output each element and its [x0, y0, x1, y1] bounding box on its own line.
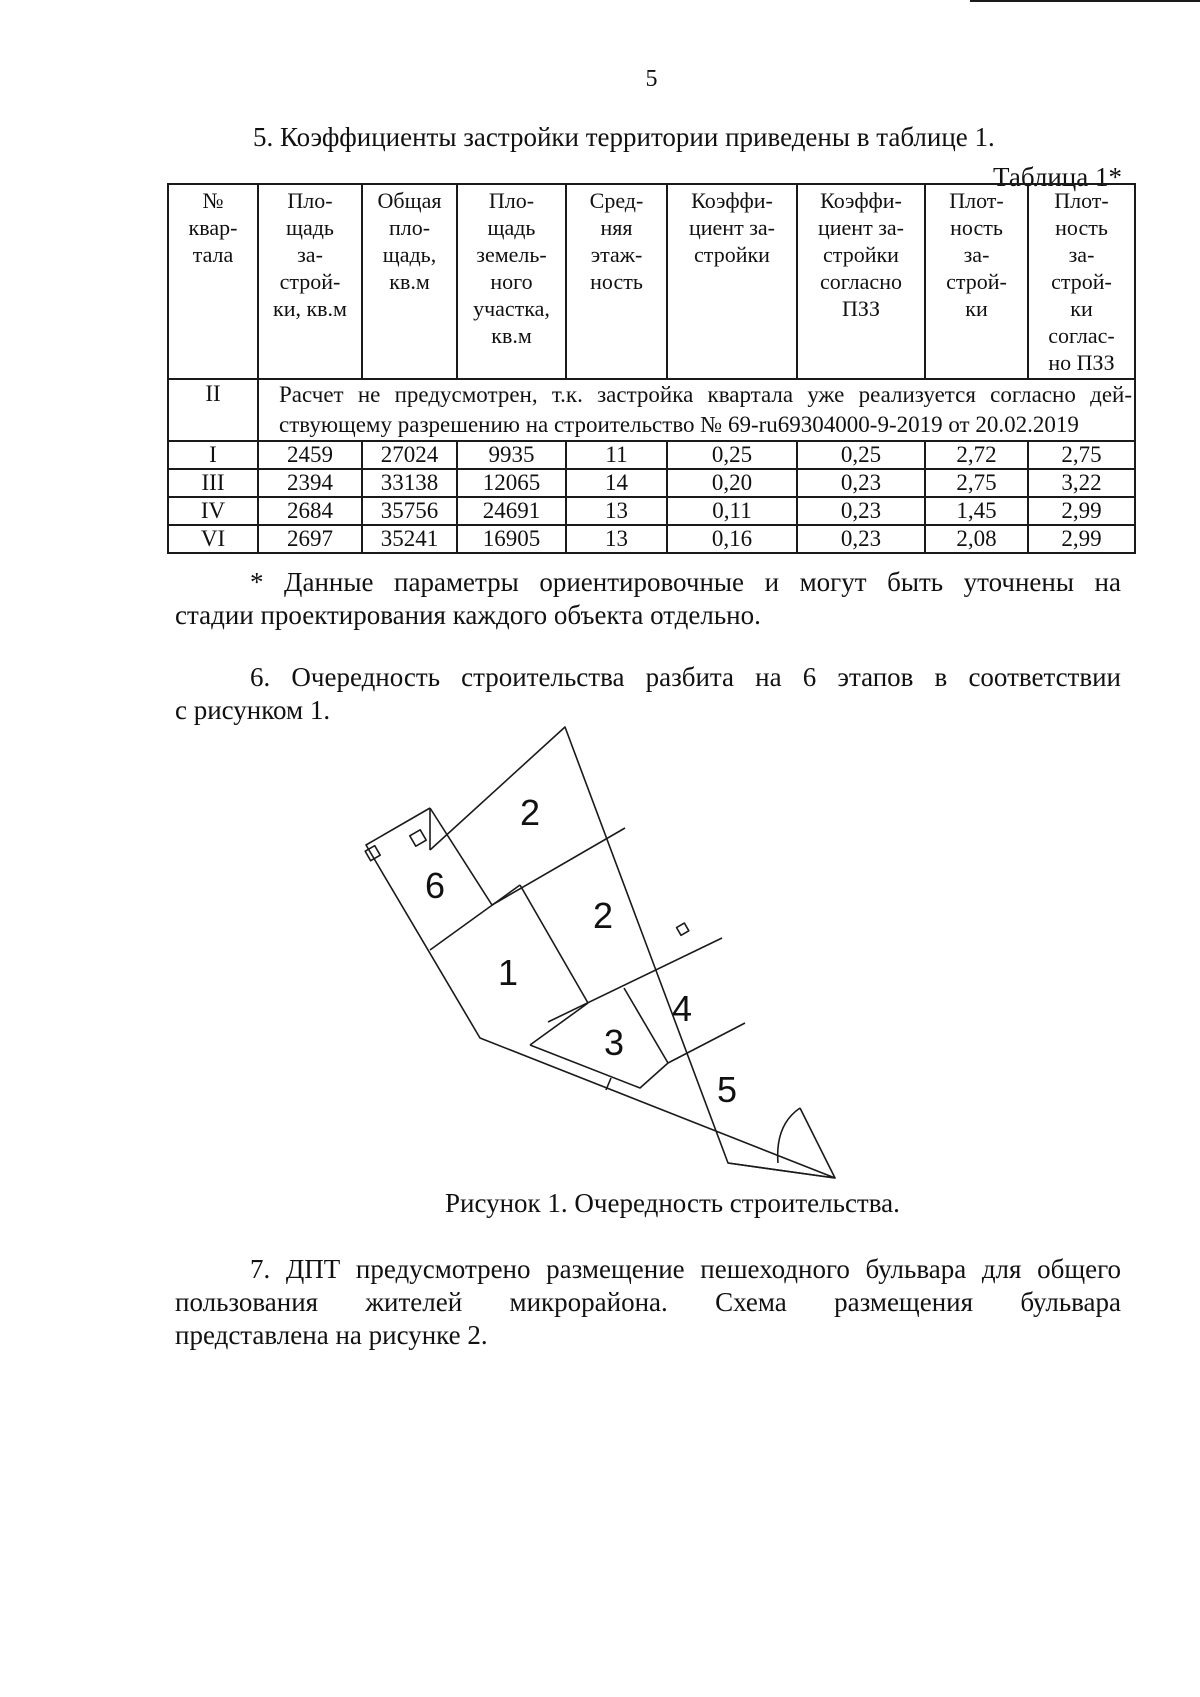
- small-square-marker: [677, 923, 689, 935]
- table-cell: IV: [168, 497, 258, 525]
- stage-label-1: 1: [497, 952, 519, 993]
- section-6-line-1: 6. Очередность строительства разбита на 6 этапов в соответствии: [250, 662, 1121, 692]
- table-cell: 12065: [457, 469, 566, 497]
- table-cell: 33138: [362, 469, 457, 497]
- table-note-cell: [258, 379, 1135, 441]
- table-cell: 35241: [362, 525, 457, 553]
- header-building-density-pzz: Плот- ность за- строй- ки соглас- но ПЗЗ: [1028, 184, 1135, 379]
- header-average-floors: Сред- няя этаж- ность: [566, 184, 667, 379]
- section-5-text: 5. Коэффициенты застройки территории приведены в таблице 1.: [253, 122, 995, 152]
- stage-label-5: 5: [716, 1069, 738, 1110]
- table-cell: 0,25: [797, 441, 925, 469]
- table-row: [168, 525, 1135, 553]
- table-cell-quarter: II: [168, 379, 258, 441]
- table-note-line-2: ствующему разрешению на строительство № 69-ru69304000-9-2019 от 20.02.2019: [279, 412, 1079, 437]
- table-cell: 14: [566, 469, 667, 497]
- header-building-coefficient-pzz: Коэффи- циент за- стройки согласно ПЗЗ: [797, 184, 925, 379]
- division-line: [520, 885, 588, 1003]
- table-cell: 0,20: [667, 469, 797, 497]
- division-line: [624, 988, 668, 1063]
- table-cell: I: [168, 441, 258, 469]
- section-7-line-1: 7. ДПТ предусмотрено размещение пешеходного бульвара для общего: [250, 1254, 1121, 1284]
- table-cell: 2684: [258, 497, 362, 525]
- table-cell: 1,45: [925, 497, 1028, 525]
- table-cell: 9935: [457, 441, 566, 469]
- header-quarter-number: № квар- тала: [168, 184, 258, 379]
- table-cell: 11: [566, 441, 667, 469]
- header-built-area: Пло- щадь за- строй- ки, кв.м: [258, 184, 362, 379]
- stage-5-arc: [778, 1108, 800, 1163]
- table-cell: 2,75: [925, 469, 1028, 497]
- stage-label-3: 3: [603, 1022, 625, 1063]
- stage-5-radius: [800, 1108, 835, 1178]
- table-cell: 2,99: [1028, 525, 1135, 553]
- table-row: [168, 379, 1135, 441]
- table-cell: 2,72: [925, 441, 1028, 469]
- table-row: [168, 441, 1135, 469]
- table-cell: 2394: [258, 469, 362, 497]
- stage-3-edge: [530, 1003, 588, 1045]
- table-note-line-1: Расчет не предусмотрен, т.к. застройка квартала уже реализуется согласно дей-: [279, 382, 1132, 407]
- table-cell: 16905: [457, 525, 566, 553]
- table-cell: 2,99: [1028, 497, 1135, 525]
- table-cell: 0,11: [667, 497, 797, 525]
- coefficients-table: [167, 183, 1136, 554]
- footnote-line-2: стадии проектирования каждого объекта отдельно.: [175, 600, 761, 630]
- table-cell: 0,16: [667, 525, 797, 553]
- table-row: [168, 469, 1135, 497]
- division-line: [492, 828, 625, 905]
- section-6-text: [175, 661, 1121, 727]
- stage-label-4: 4: [671, 988, 693, 1029]
- table-cell: 35756: [362, 497, 457, 525]
- site-boundary-right-tail: [728, 1163, 835, 1178]
- table-header-row: [168, 184, 1135, 379]
- footnote-line-1: * Данные параметры ориентировочные и могут быть уточнены на: [250, 567, 1121, 597]
- table-footnote: [175, 566, 1121, 632]
- table-cell: VI: [168, 525, 258, 553]
- table-cell: 27024: [362, 441, 457, 469]
- section-7-text: [175, 1253, 1121, 1352]
- page-number: 5: [645, 66, 658, 92]
- table-cell: 24691: [457, 497, 566, 525]
- header-building-density: Плот- ность за- строй- ки: [925, 184, 1028, 379]
- section-7-line-2: пользования жителей микрорайона. Схема размещения бульвара: [175, 1287, 1121, 1317]
- stage-label-2-top: 2: [519, 792, 541, 833]
- header-total-area: Общая пло- щадь, кв.м: [362, 184, 457, 379]
- figure-caption: Рисунок 1. Очередность строительства.: [445, 1188, 900, 1218]
- section-7-line-3: представлена на рисунке 2.: [175, 1320, 488, 1350]
- header-building-coefficient: Коэффи- циент за- стройки: [667, 184, 797, 379]
- table-cell: 3,22: [1028, 469, 1135, 497]
- table-label: Таблица 1*: [993, 162, 1122, 192]
- table-cell: 0,25: [667, 441, 797, 469]
- table-cell: 2,08: [925, 525, 1028, 553]
- division-line: [668, 1023, 745, 1063]
- small-square-marker: [410, 830, 426, 846]
- header-plot-area: Пло- щадь земель- ного участка, кв.м: [457, 184, 566, 379]
- table-cell: III: [168, 469, 258, 497]
- section-6-line-2: с рисунком 1.: [175, 695, 331, 725]
- scan-edge-line: [970, 0, 1200, 2]
- stage-label-2-middle: 2: [592, 895, 614, 936]
- table-cell: 0,23: [797, 497, 925, 525]
- table-cell: 13: [566, 497, 667, 525]
- table-cell: 2,75: [1028, 441, 1135, 469]
- table-cell: 0,23: [797, 469, 925, 497]
- site-boundary: [366, 727, 835, 1178]
- table-cell: 2459: [258, 441, 362, 469]
- table-cell: 2697: [258, 525, 362, 553]
- table-cell: 0,23: [797, 525, 925, 553]
- table-row: [168, 497, 1135, 525]
- table-cell: 13: [566, 525, 667, 553]
- construction-stages-diagram: [350, 720, 850, 1190]
- stage-label-6: 6: [424, 865, 446, 906]
